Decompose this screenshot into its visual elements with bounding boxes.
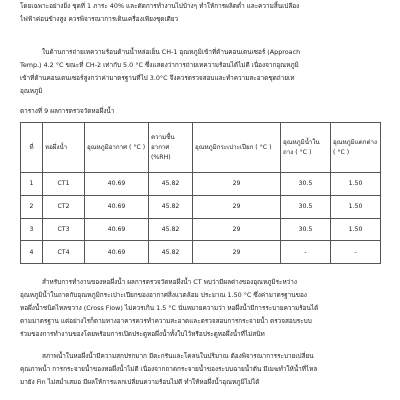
paragraph-chiller-analysis (20, 0, 382, 26)
paragraph-heat-transfer (20, 46, 382, 98)
text-line: ตามมาตรฐาน แต่อย่างไรก็ตามทางอาคารควรทำความสะอาดและตรวจสอบการกระจายน้ำ ตรวจสอบระบบ (20, 317, 312, 325)
table-cell: 40.69 (85, 241, 149, 264)
text-line: สำหรับการทำงานของหอผึ่งน้ำ ผลการตรวจวัดหอผึ่งน้ำ CT พบว่ามีผลต่างของอุณหภูมิระหว่าง (42, 278, 297, 286)
table-cell: 3 (21, 218, 43, 241)
text-line: เข้าที่ด้านคอนเดนเซอร์สูงกว่าค่ามาตรฐานที่ไป 3.0°C จึงควรตรวจสอบและทำความสะอาดชุดถ่ายเท (20, 74, 295, 82)
header-cell-humidity: ความชื้นอากาศ (%RH) (149, 123, 193, 173)
table-cell: - (331, 241, 381, 264)
table-cell: 30.5 (281, 218, 331, 241)
table-cell: 45.82 (149, 241, 193, 264)
table-cell: 1.50 (331, 173, 381, 196)
text-line: ร่วมของการทำงานของโดยพร้อมการเปิดประตูหอผึ่งน้ำทั้งใบไว้หรือประตูหอผึ่งน้ำที่ไม่สนิท (20, 330, 265, 338)
table-cell: 1.50 (331, 195, 381, 218)
text-line: คุณภาพน้ำ การกระจายน้ำของหอผึ่งน้ำไม่ดี เนื่องจากถาดกระจายน้ำของระบบฉายน้ำตัน มีเมฆทำให้น้ำที่ไหล (20, 365, 318, 373)
table-cell: 29 (193, 218, 281, 241)
table-cell: 40.69 (85, 173, 149, 196)
text-line: ในด้านการถ่ายเทความร้อนด้านน้ำหล่อเย็น CH-1 อุณหภูมิเข้าที่ด้านคอนเดนเซอร์ (Approach (42, 48, 301, 56)
text-line: ไฟฟ้าค่อนข้างสูง ควรพิจารณาการเดินเครื่องเพียงชุดเดียว (20, 15, 179, 23)
table-cell: 29 (193, 195, 281, 218)
table-cell: CT3 (43, 218, 85, 241)
table-cell: CT1 (43, 173, 85, 196)
table-cell: 1 (21, 173, 43, 196)
header-cell-wet-bulb: อุณหภูมิกระเปาะเปียก ( °C ) (193, 123, 281, 173)
table-row (21, 195, 381, 218)
table-header-row (21, 123, 381, 173)
text-line: มายัง Fin ไม่สม่ำเสมอ มีผลให้การแลกเปลี่ยนความร้อนไม่ดี ทำให้หอผึ่งน้ำอุณหภูมิไม่ได้ (20, 378, 260, 386)
table-cell: 29 (193, 241, 281, 264)
text-line: Temp.) 4.2 °C ขณะที่ CH-2 เท่ากับ 5.0 °C ซึ่งแสดงว่าการถ่ายเทความร้อนได้ไม่ดี เนื่องจากอุณหภูมิ (20, 61, 299, 69)
table-cell: - (281, 241, 331, 264)
table-row (21, 241, 381, 264)
paragraph-water-condition (20, 350, 382, 389)
table-cell: 2 (21, 195, 43, 218)
text-line: หอผึ่งน้ำชนิดไหลขวาง (Cross Flow) ไม่ควรเกิน 1.5 °C นั่นหมายความว่า หอผึ่งน้ำมีการระบายความร้อนได้ (20, 304, 319, 312)
table-cell: CT4 (43, 241, 85, 264)
table-caption: ตารางที่ 9 ผลการตรวจวัดหอผึ่งน้ำ (20, 107, 115, 115)
table-cell: 4 (21, 241, 43, 264)
header-cell-tower: หอผึ่งน้ำ (43, 123, 85, 173)
header-cell-temp-diff: อุณหภูมิแตกต่าง ( °C ) (331, 123, 381, 173)
text-line: สภาพน้ำในหอผึ่งน้ำมีความสกปรกมาก มีตะกรันและโคลนในปริมาณ ต้องพิจารณาการระบายเปลี่ยน (42, 352, 314, 360)
table-cell: 1.50 (331, 218, 381, 241)
table-cell: 30.5 (281, 195, 331, 218)
paragraph-cooling-tower-results (20, 276, 382, 341)
text-line: อุณหภูมิน้ำในถาดกับอุณหภูมิกระเปาะเปียกของอากาศสิ่งแวดล้อม ประมาณ 1.50 °C ซึ่งค่ามาตรฐานของ (20, 291, 307, 299)
header-cell-air-temp: อุณหภูมิอากาศ ( °C ) (85, 123, 149, 173)
table-row (21, 218, 381, 241)
table-cell: 45.82 (149, 218, 193, 241)
table-cell: 29 (193, 173, 281, 196)
table-cell: 45.82 (149, 195, 193, 218)
text-line: โดยเฉพาะอย่างยิ่ง ชุดที่ 1 ภาระ 40% และดัดการทำงานไปบ้างๆ ทำให้การผลิตต่ำ และความสิ้นเปลือง (20, 2, 300, 10)
table-cell: 30.5 (281, 173, 331, 196)
cooling-tower-table (20, 122, 381, 264)
header-cell-basin-temp: อุณหภูมิน้ำในถาง ( °C ) (281, 123, 331, 173)
table-cell: 40.69 (85, 195, 149, 218)
table-cell: 45.82 (149, 173, 193, 196)
text-line: อุณหภูมิ (20, 87, 43, 95)
table-cell: 40.69 (85, 218, 149, 241)
table-row (21, 173, 381, 196)
header-cell-number: ที่ (21, 123, 43, 173)
table-cell: CT2 (43, 195, 85, 218)
